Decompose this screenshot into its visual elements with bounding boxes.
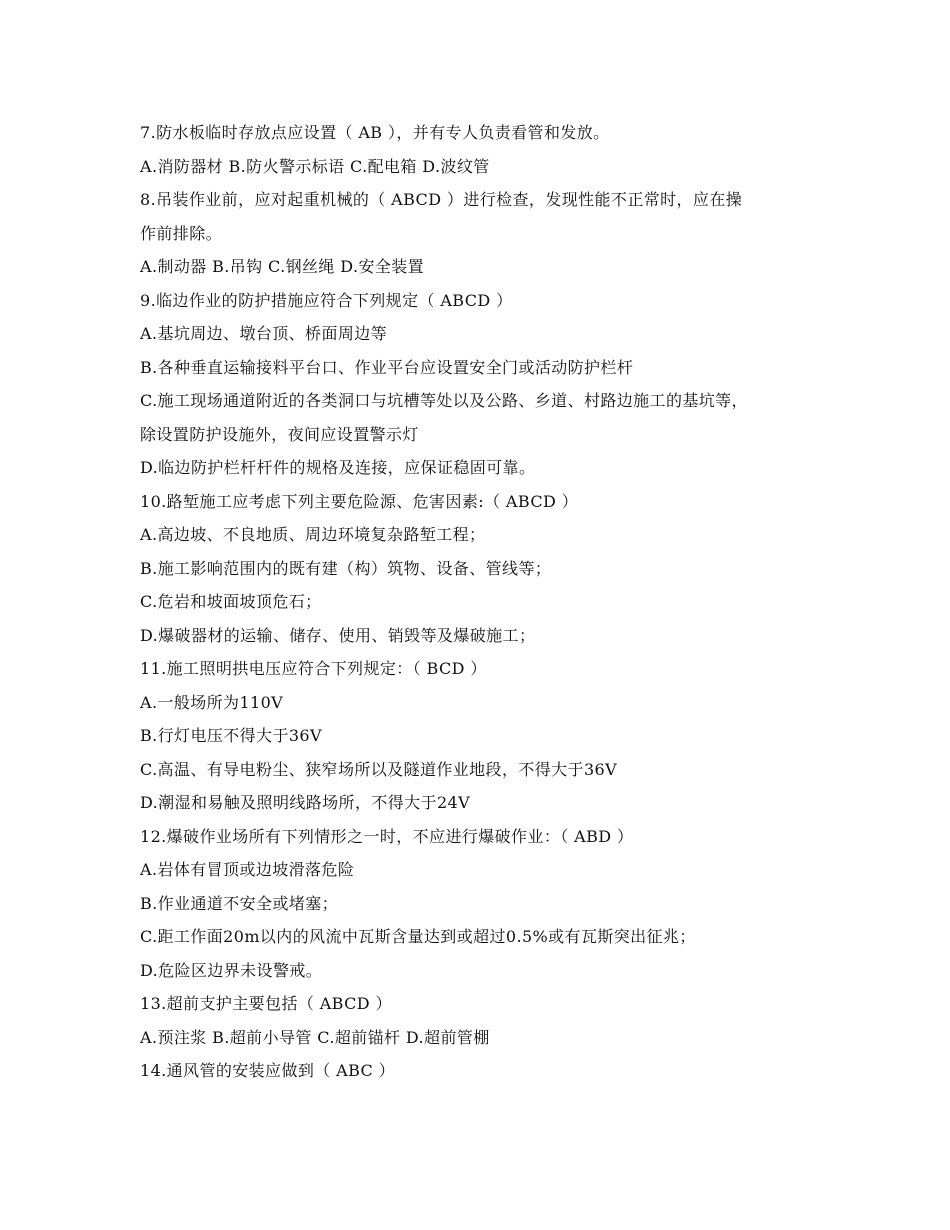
question-9-option-c-continued: 除设置防护设施外，夜间应设置警示灯 xyxy=(140,424,419,444)
question-14-stem: 14.通风管的安装应做到（ ABC ） xyxy=(140,1061,396,1080)
question-12-option-c: C.距工作面20m以内的风流中瓦斯含量达到或超过0.5%或有瓦斯突出征兆； xyxy=(140,927,696,946)
question-12-stem: 12.爆破作业场所有下列情形之一时，不应进行爆破作业：（ ABD ） xyxy=(140,826,634,846)
question-8-options: A.制动器 B.吊钩 C.钢丝绳 D.安全装置 xyxy=(140,257,425,276)
question-8-stem: 8.吊装作业前，应对起重机械的（ ABCD ）进行检查，发现性能不正常时，应在操 xyxy=(140,190,743,209)
question-7-options: A.消防器材 B.防火警示标语 C.配电箱 D.波纹管 xyxy=(140,156,490,176)
question-11-stem: 11.施工照明拱电压应符合下列规定：（ BCD ） xyxy=(140,659,487,678)
question-8-stem-continued: 作前排除。 xyxy=(140,223,223,243)
question-10-option-d: D.爆破器材的运输、储存、使用、销毁等及爆破施工； xyxy=(140,625,536,645)
question-12-option-b: B.作业通道不安全或堵塞； xyxy=(140,893,339,913)
question-11-option-b: B.行灯电压不得大于36V xyxy=(140,726,322,745)
question-12-option-a: A.岩体有冒顶或边坡滑落危险 xyxy=(140,860,355,879)
question-9-option-a: A.基坑周边、墩台顶、桥面周边等 xyxy=(140,324,388,343)
question-7-stem: 7.防水板临时存放点应设置（ AB ），并有专人负责看管和发放。 xyxy=(140,123,610,142)
question-10-option-b: B.施工影响范围内的既有建（构）筑物、设备、管线等； xyxy=(140,558,552,578)
question-12-option-d: D.危险区边界未设警戒。 xyxy=(140,960,323,980)
question-11-option-c: C.高温、有导电粉尘、狭窄场所以及隧道作业地段，不得大于36V xyxy=(140,759,618,779)
question-10-option-a: A.高边坡、不良地质、周边环境复杂路堑工程； xyxy=(140,525,486,544)
question-11-option-d: D.潮湿和易触及照明线路场所，不得大于24V xyxy=(140,793,471,812)
question-11-option-a: A.一般场所为110V xyxy=(140,692,284,712)
question-9-stem: 9.临边作业的防护措施应符合下列规定（ ABCD ） xyxy=(140,290,513,310)
question-9-option-c: C.施工现场通道附近的各类洞口与坑槽等处以及公路、乡道、村路边施工的基坑等， xyxy=(140,391,748,410)
question-13-options: A.预注浆 B.超前小导管 C.超前锚杆 D.超前管棚 xyxy=(140,1027,490,1047)
question-9-option-d: D.临边防护栏杆杆件的规格及连接，应保证稳固可靠。 xyxy=(140,458,536,477)
question-10-stem: 10.路堑施工应考虑下列主要危险源、危害因素:（ ABCD ） xyxy=(140,491,579,511)
document-body xyxy=(140,116,840,1088)
question-10-option-c: C.危岩和坡面坡顶危石； xyxy=(140,592,322,611)
question-13-stem: 13.超前支护主要包括（ ABCD ） xyxy=(140,994,392,1013)
question-9-option-b: B.各种垂直运输接料平台口、作业平台应设置安全门或活动防护栏杆 xyxy=(140,357,634,377)
